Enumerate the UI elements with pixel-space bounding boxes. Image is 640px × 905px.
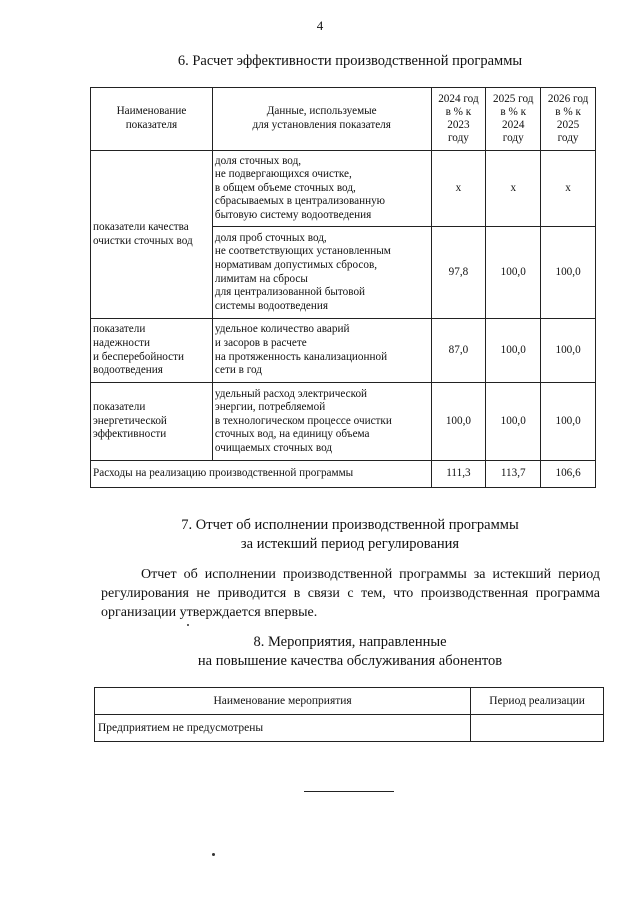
total-row <box>91 461 596 488</box>
value-2025: х <box>486 151 541 227</box>
header-2026: 2026 год в % к 2025 году <box>541 88 596 151</box>
indicator-energy: показатели энергетической эффективности <box>91 383 213 461</box>
header-period: Период реализации <box>471 688 604 715</box>
section-7-title: 7. Отчет об исполнении производственной программы за истекший период регулирования <box>181 517 519 552</box>
section-6-title: 6. Расчет эффективности производственной программы <box>177 53 523 69</box>
scan-speck <box>187 624 189 626</box>
efficiency-table <box>90 87 596 488</box>
header-2024: 2024 год в % к 2023 году <box>431 88 486 151</box>
value-2026: х <box>541 151 596 227</box>
total-2024: 111,3 <box>431 461 486 488</box>
measure-name: Предприятием не предусмотрены <box>95 715 471 742</box>
measure-period <box>471 715 604 742</box>
header-2025: 2025 год в % к 2024 году <box>486 88 541 151</box>
value-2024: 87,0 <box>431 319 486 383</box>
section-7-text-block <box>101 565 600 622</box>
indicator-quality: показатели качества очистки сточных вод <box>91 151 213 319</box>
table-row <box>91 151 596 227</box>
value-2026: 100,0 <box>541 227 596 319</box>
header-indicator-name: Наименование показателя <box>91 88 213 151</box>
measures-table-header <box>95 688 604 715</box>
section-8-title: 8. Мероприятия, направленные на повышение качества обслуживания абонентов <box>197 634 503 669</box>
value-2025: 100,0 <box>486 383 541 461</box>
table-row <box>95 715 604 742</box>
header-measure-name: Наименование мероприятия <box>95 688 471 715</box>
total-label: Расходы на реализацию производственной программы <box>91 461 432 488</box>
indicator-data: доля сточных вод, не подвергающихся очистке, в общем объеме сточных вод, сбрасываемых в централизованную бытовую систему водоотведения <box>212 151 431 227</box>
scan-speck <box>212 853 215 856</box>
total-2026: 106,6 <box>541 461 596 488</box>
section-7-paragraph: Отчет об исполнении производственной программы за истекший период регулирования не приводится в связи с тем, что производственная программа организации утверждается впервые. <box>101 567 600 620</box>
measures-table <box>94 687 604 742</box>
table-row <box>91 383 596 461</box>
value-2026: 100,0 <box>541 319 596 383</box>
table-row <box>91 319 596 383</box>
page-number: 4 <box>316 18 324 33</box>
value-2025: 100,0 <box>486 319 541 383</box>
value-2024: 97,8 <box>431 227 486 319</box>
indicator-reliability: показатели надежности и бесперебойности водоотведения <box>91 319 213 383</box>
indicator-data: доля проб сточных вод, не соответствующих установленным нормативам допустимых сбросов, лимитам на сбросы для централизованной бытовой системы водоотведения <box>212 227 431 319</box>
indicator-data: удельный расход электрической энергии, потребляемой в технологическом процессе очистки сточных вод, на единицу объема очищаемых сточных вод <box>212 383 431 461</box>
value-2026: 100,0 <box>541 383 596 461</box>
header-data-used: Данные, используемые для установления показателя <box>212 88 431 151</box>
value-2024: 100,0 <box>431 383 486 461</box>
closing-rule <box>304 791 394 792</box>
total-2025: 113,7 <box>486 461 541 488</box>
efficiency-table-header <box>91 88 596 151</box>
indicator-data: удельное количество аварий и засоров в расчете на протяженность канализационной сети в год <box>212 319 431 383</box>
value-2024: х <box>431 151 486 227</box>
value-2025: 100,0 <box>486 227 541 319</box>
